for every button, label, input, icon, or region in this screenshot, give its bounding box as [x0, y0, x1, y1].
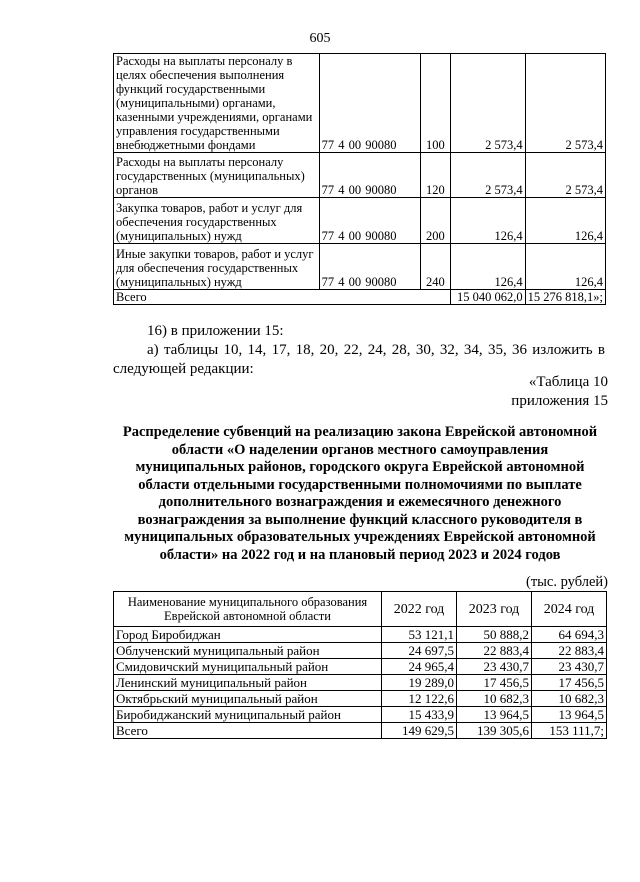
table-cell-value-2: 126,4	[525, 244, 605, 290]
table-cell-value-2: 2 573,4	[525, 153, 605, 198]
table-cell-value-1: 2 573,4	[451, 54, 526, 153]
table-cell-vr: 100	[420, 54, 450, 153]
table-total-2023: 139 305,6	[457, 723, 532, 739]
table-cell-name: Биробиджанский муниципальный район	[114, 707, 382, 723]
header-2022: 2022 год	[382, 592, 457, 627]
table-cell-name: Облученский муниципальный район	[114, 643, 382, 659]
table-cell-code: 77 4 00 90080	[319, 198, 420, 244]
table-cell-2024: 23 430,7	[532, 659, 607, 675]
table-cell-2022: 19 289,0	[382, 675, 457, 691]
table-row	[114, 659, 607, 675]
table-total-2024: 153 111,7;	[532, 723, 607, 739]
paragraph-16: 16) в приложении 15:	[147, 323, 284, 339]
table-cell-name: Октябрьский муниципальный район	[114, 691, 382, 707]
table-total-row	[114, 290, 606, 305]
title-line: области отдельными государственными полномочиями по выплате	[138, 476, 582, 493]
table-header-row	[114, 592, 607, 627]
table-cell-2024: 22 883,4	[532, 643, 607, 659]
table-total-row	[114, 723, 607, 739]
table-cell-2024: 10 682,3	[532, 691, 607, 707]
header-2024: 2024 год	[532, 592, 607, 627]
table-row	[114, 627, 607, 643]
units-label: (тыс. рублей)	[526, 574, 608, 590]
table-cell-name: Город Биробиджан	[114, 627, 382, 643]
title-line: области «О наделении органов местного самоуправления	[171, 441, 549, 458]
table-cell-2024: 17 456,5	[532, 675, 607, 691]
table-cell-2024: 13 964,5	[532, 707, 607, 723]
paragraph-a: а) таблицы 10, 14, 17, 18, 20, 22, 24, 28, 30, 32, 34, 35, 36 изложить в	[147, 342, 605, 358]
table-cell-2023: 50 888,2	[457, 627, 532, 643]
table-cell-2023: 10 682,3	[457, 691, 532, 707]
table-cell-2022: 24 965,4	[382, 659, 457, 675]
header-2023: 2023 год	[457, 592, 532, 627]
table-cell-name: Расходы на выплаты персоналу в целях обеспечения выполнения функций государственными (муниципальными) органами, казенными учреждениями, органами управления государственными внебюджетными фондами	[114, 54, 320, 153]
header-name: Наименование муниципального образования Еврейской автономной области	[114, 592, 382, 627]
subventions-table	[113, 591, 607, 739]
table-cell-value-1: 2 573,4	[451, 153, 526, 198]
table-cell-code: 77 4 00 90080	[319, 153, 420, 198]
table-total-2022: 149 629,5	[382, 723, 457, 739]
table-cell-2022: 24 697,5	[382, 643, 457, 659]
appendix-reference: приложения 15	[511, 393, 608, 409]
table-cell-name: Иные закупки товаров, работ и услуг для обеспечения государственных (муниципальных) нужд	[114, 244, 320, 290]
title-line: муниципальных районов, городского округа Еврейской автономной	[135, 459, 585, 475]
table-cell-name: Смидовичский муниципальный район	[114, 659, 382, 675]
title-line: Распределение субвенций на реализацию закона Еврейской автономной	[122, 424, 598, 440]
table-row	[114, 643, 607, 659]
table-cell-2023: 23 430,7	[457, 659, 532, 675]
table-cell-2022: 12 122,6	[382, 691, 457, 707]
table-cell-value-1: 126,4	[451, 198, 526, 244]
table-cell-value-2: 126,4	[525, 198, 605, 244]
table-cell-name: Расходы на выплаты персоналу государственных (муниципальных) органов	[114, 153, 320, 198]
table-row	[114, 198, 606, 244]
table-cell-vr: 120	[420, 153, 450, 198]
table-total-label: Всего	[114, 723, 382, 739]
table-cell-2022: 53 121,1	[382, 627, 457, 643]
table-cell-code: 77 4 00 90080	[319, 244, 420, 290]
budget-table	[113, 53, 606, 305]
table-row	[114, 675, 607, 691]
table-cell-name: Закупка товаров, работ и услуг для обеспечения государственных (муниципальных) нужд	[114, 198, 320, 244]
table-cell-2024: 64 694,3	[532, 627, 607, 643]
table-row	[114, 153, 606, 198]
table-cell-code: 77 4 00 90080	[319, 54, 420, 153]
table-row	[114, 244, 606, 290]
title-line: дополнительного вознаграждения и ежемесячного денежного	[158, 494, 562, 510]
section-title	[113, 424, 607, 564]
title-line: области» на 2022 год и на плановый период 2023 и 2024 годов	[159, 546, 561, 563]
title-line: муниципальных образовательных учреждениях Еврейской автономной	[124, 529, 596, 545]
table-cell-name: Ленинский муниципальный район	[114, 675, 382, 691]
paragraph-a-continued: следующей редакции:	[113, 361, 254, 377]
table-cell-vr: 240	[420, 244, 450, 290]
table-cell-2023: 13 964,5	[457, 707, 532, 723]
table-cell-value-1: 126,4	[451, 244, 526, 290]
table-total-label: Всего	[114, 290, 451, 305]
table-cell-2023: 17 456,5	[457, 675, 532, 691]
table-total-value-2: 15 276 818,1»;	[525, 290, 605, 305]
table-cell-value-2: 2 573,4	[525, 54, 605, 153]
title-line: вознаграждения за выполнение функций классного руководителя в	[137, 511, 583, 528]
table-cell-2023: 22 883,4	[457, 643, 532, 659]
table-row	[114, 707, 607, 723]
table-row	[114, 691, 607, 707]
table-row	[114, 54, 606, 153]
table-cell-vr: 200	[420, 198, 450, 244]
table-reference: «Таблица 10	[528, 374, 608, 390]
page-number: 605	[309, 31, 331, 46]
table-total-value-1: 15 040 062,0	[451, 290, 526, 305]
table-cell-2022: 15 433,9	[382, 707, 457, 723]
